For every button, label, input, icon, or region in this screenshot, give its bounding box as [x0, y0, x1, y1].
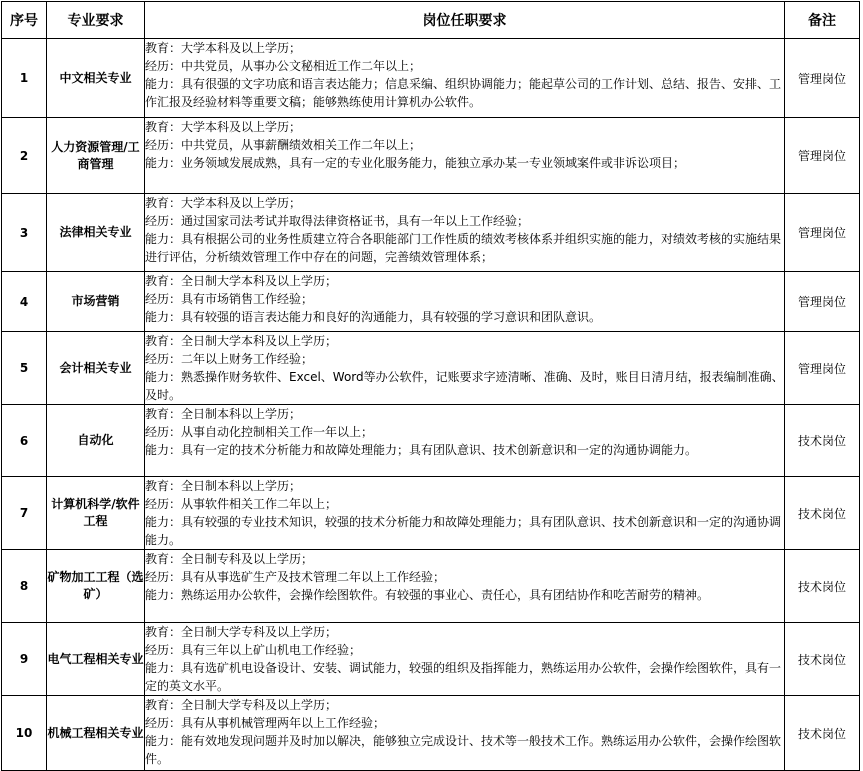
- requirement-ability: 能力：具有较强的专业技术知识，较强的技术分析能力和故障处理能力；具有团队意识、技术创新意识和一定的沟通协调能力。: [145, 515, 782, 547]
- row-index: 10: [2, 696, 47, 771]
- row-major: 机械工程相关专业: [47, 696, 145, 771]
- job-requirements-table: [1, 1, 860, 771]
- requirement-education: 教育：大学本科及以上学历；: [145, 41, 302, 55]
- row-requirements: [145, 550, 785, 623]
- requirement-ability: 能力：业务领域发展成熟，具有一定的专业化服务能力，能独立承办某一专业领域案件或非诉讼项目；: [145, 156, 686, 170]
- row-index: 6: [2, 405, 47, 477]
- requirement-ability: 能力：熟练运用办公软件，会操作绘图软件。有较强的事业心、责任心，具有团结协作和吃苦耐劳的精神。: [145, 588, 710, 602]
- requirement-experience: 经历：具有从事选矿生产及技术管理二年以上工作经验；: [145, 570, 446, 584]
- requirement-education: 教育：全日制大学专科及以上学历；: [145, 625, 338, 639]
- row-index: 2: [2, 118, 47, 194]
- row-index: 8: [2, 550, 47, 623]
- requirement-experience: 经历：从事自动化控制相关工作一年以上；: [145, 425, 374, 439]
- requirement-education: 教育：大学本科及以上学历；: [145, 196, 302, 210]
- row-major: 法律相关专业: [47, 194, 145, 272]
- requirement-experience: 经历：具有三年以上矿山机电工作经验；: [145, 643, 362, 657]
- table-row: [2, 696, 860, 771]
- table-row: [2, 623, 860, 696]
- row-index: 7: [2, 477, 47, 550]
- table-row: [2, 550, 860, 623]
- row-note: 技术岗位: [785, 405, 860, 477]
- requirement-education: 教育：大学本科及以上学历；: [145, 120, 302, 134]
- requirement-ability: 能力：具有很强的文字功底和语言表达能力；信息采编、组织协调能力；能起草公司的工作计划、总结、报告、安排、工作汇报及经验材料等重要文稿；能够熟练使用计算机办公软件。: [145, 77, 782, 109]
- row-note: 技术岗位: [785, 696, 860, 771]
- requirement-education: 教育：全日制大学本科及以上学历；: [145, 334, 338, 348]
- header-note: 备注: [785, 2, 860, 39]
- requirement-ability: 能力：具有根据公司的业务性质建立符合各职能部门工作性质的绩效考核体系并组织实施的能力，对绩效考核的实施结果进行评估，分析绩效管理工作中存在的问题，完善绩效管理体系；: [145, 232, 782, 264]
- table-row: [2, 477, 860, 550]
- row-index: 1: [2, 39, 47, 118]
- requirement-ability: 能力：熟悉操作财务软件、Excel、Word等办公软件，记账要求字迹清晰、准确、及时，账目日清月结，报表编制准确、及时。: [145, 370, 784, 402]
- row-index: 4: [2, 272, 47, 332]
- requirement-experience: 经历：中共党员，从事薪酬绩效相关工作二年以上；: [145, 138, 422, 152]
- requirement-ability: 能力：能有效地发现问题并及时加以解决，能够独立完成设计、技术等一般技术工作。熟练运用办公软件，会操作绘图软件。: [145, 734, 782, 766]
- row-requirements: [145, 194, 785, 272]
- row-requirements: [145, 39, 785, 118]
- row-requirements: [145, 332, 785, 405]
- row-note: 技术岗位: [785, 550, 860, 623]
- row-major: 自动化: [47, 405, 145, 477]
- requirement-education: 教育：全日制大学专科及以上学历；: [145, 698, 338, 712]
- row-requirements: [145, 272, 785, 332]
- table-row: [2, 272, 860, 332]
- row-requirements: [145, 405, 785, 477]
- requirement-ability: 能力：具有选矿机电设备设计、安装、调试能力，较强的组织及指挥能力，熟练运用办公软件，会操作绘图软件，具有一定的英文水平。: [145, 661, 782, 693]
- requirement-experience: 经历：二年以上财务工作经验；: [145, 352, 314, 366]
- row-note: 管理岗位: [785, 194, 860, 272]
- requirement-experience: 经历：中共党员，从事办公文秘相近工作二年以上；: [145, 59, 422, 73]
- row-major: 矿物加工工程（选矿）: [47, 550, 145, 623]
- table-row: [2, 332, 860, 405]
- row-major: 中文相关专业: [47, 39, 145, 118]
- table-row: [2, 194, 860, 272]
- row-requirements: [145, 477, 785, 550]
- requirement-education: 教育：全日制本科以上学历；: [145, 407, 302, 421]
- row-index: 5: [2, 332, 47, 405]
- requirement-education: 教育：全日制专科及以上学历；: [145, 552, 314, 566]
- row-requirements: [145, 118, 785, 194]
- row-major: 市场营销: [47, 272, 145, 332]
- requirement-ability: 能力：具有一定的技术分析能力和故障处理能力；具有团队意识、技术创新意识和一定的沟通协调能力。: [145, 443, 698, 457]
- requirement-experience: 经历：具有从事机械管理两年以上工作经验；: [145, 716, 386, 730]
- requirement-experience: 经历：通过国家司法考试并取得法律资格证书，具有一年以上工作经验；: [145, 214, 530, 228]
- row-major: 会计相关专业: [47, 332, 145, 405]
- row-major: 电气工程相关专业: [47, 623, 145, 696]
- table-header-row: [2, 2, 860, 39]
- row-note: 管理岗位: [785, 332, 860, 405]
- requirement-education: 教育：全日制本科以上学历；: [145, 479, 302, 493]
- row-index: 9: [2, 623, 47, 696]
- header-index: 序号: [2, 2, 47, 39]
- requirement-experience: 经历：从事软件相关工作二年以上；: [145, 497, 338, 511]
- row-requirements: [145, 696, 785, 771]
- row-note: 技术岗位: [785, 623, 860, 696]
- table-row: [2, 405, 860, 477]
- requirement-education: 教育：全日制大学本科及以上学历；: [145, 274, 338, 288]
- table-row: [2, 118, 860, 194]
- header-requirements: 岗位任职要求: [145, 2, 785, 39]
- row-note: 管理岗位: [785, 118, 860, 194]
- header-major: 专业要求: [47, 2, 145, 39]
- row-index: 3: [2, 194, 47, 272]
- requirement-experience: 经历：具有市场销售工作经验；: [145, 292, 314, 306]
- row-major: 人力资源管理/工商管理: [47, 118, 145, 194]
- row-major: 计算机科学/软件工程: [47, 477, 145, 550]
- row-requirements: [145, 623, 785, 696]
- requirement-ability: 能力：具有较强的语言表达能力和良好的沟通能力，具有较强的学习意识和团队意识。: [145, 310, 602, 324]
- row-note: 技术岗位: [785, 477, 860, 550]
- row-note: 管理岗位: [785, 272, 860, 332]
- row-note: 管理岗位: [785, 39, 860, 118]
- table-row: [2, 39, 860, 118]
